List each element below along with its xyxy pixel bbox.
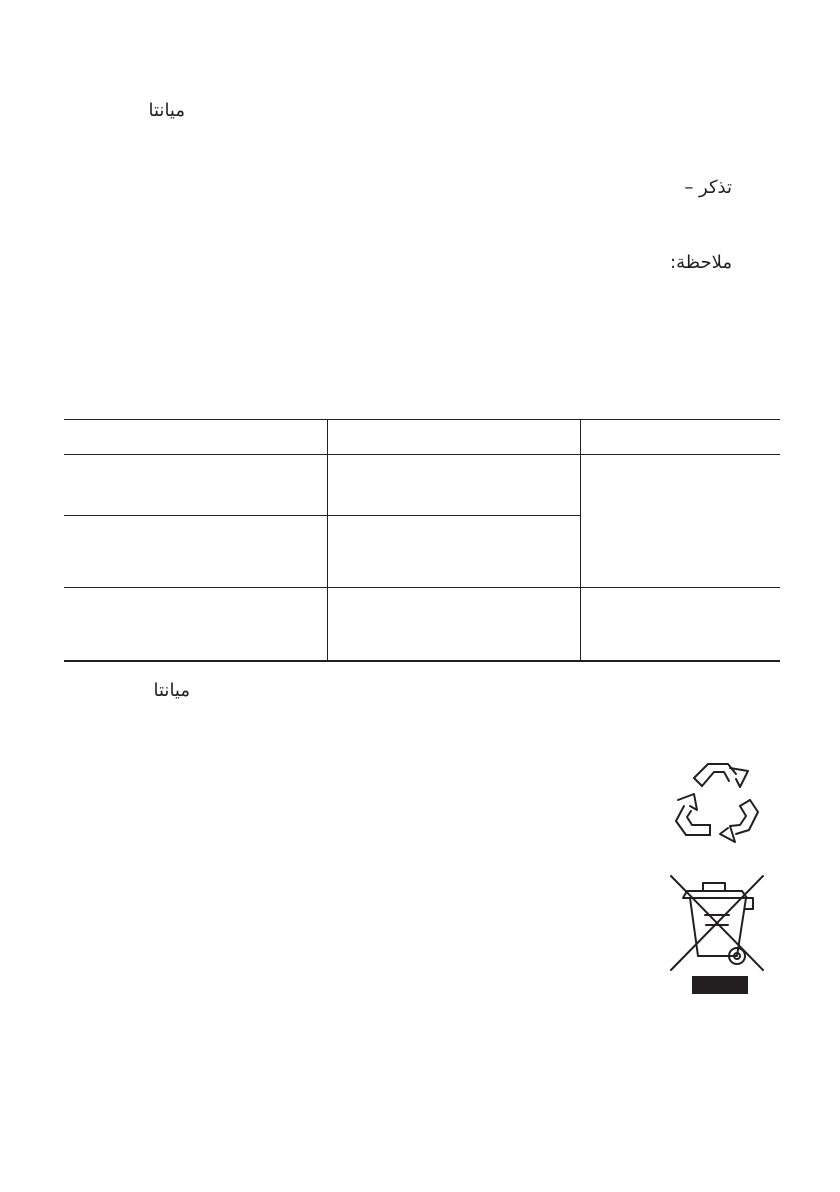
table-header-cell [580, 420, 780, 454]
table-header-cell [64, 420, 327, 454]
recycle-icon [666, 756, 764, 846]
table-cell [64, 515, 327, 587]
table-cell [580, 587, 780, 661]
top-heading: ميانتا [148, 100, 185, 121]
bottom-heading: ميانتا [153, 680, 190, 701]
table-cell [327, 454, 580, 515]
crossed-out-wheelie-bin-icon [667, 868, 767, 995]
data-table [64, 419, 780, 662]
table-header-cell [327, 420, 580, 454]
footer-text [0, 1188, 270, 1192]
table-cell [64, 454, 327, 515]
reminder-heading: تذكر – [684, 177, 732, 198]
table-merged-cell [580, 454, 780, 587]
table-cell [327, 587, 580, 661]
note-heading: ملاحظة: [670, 252, 732, 273]
table-cell [64, 587, 327, 661]
table-cell [327, 515, 580, 587]
